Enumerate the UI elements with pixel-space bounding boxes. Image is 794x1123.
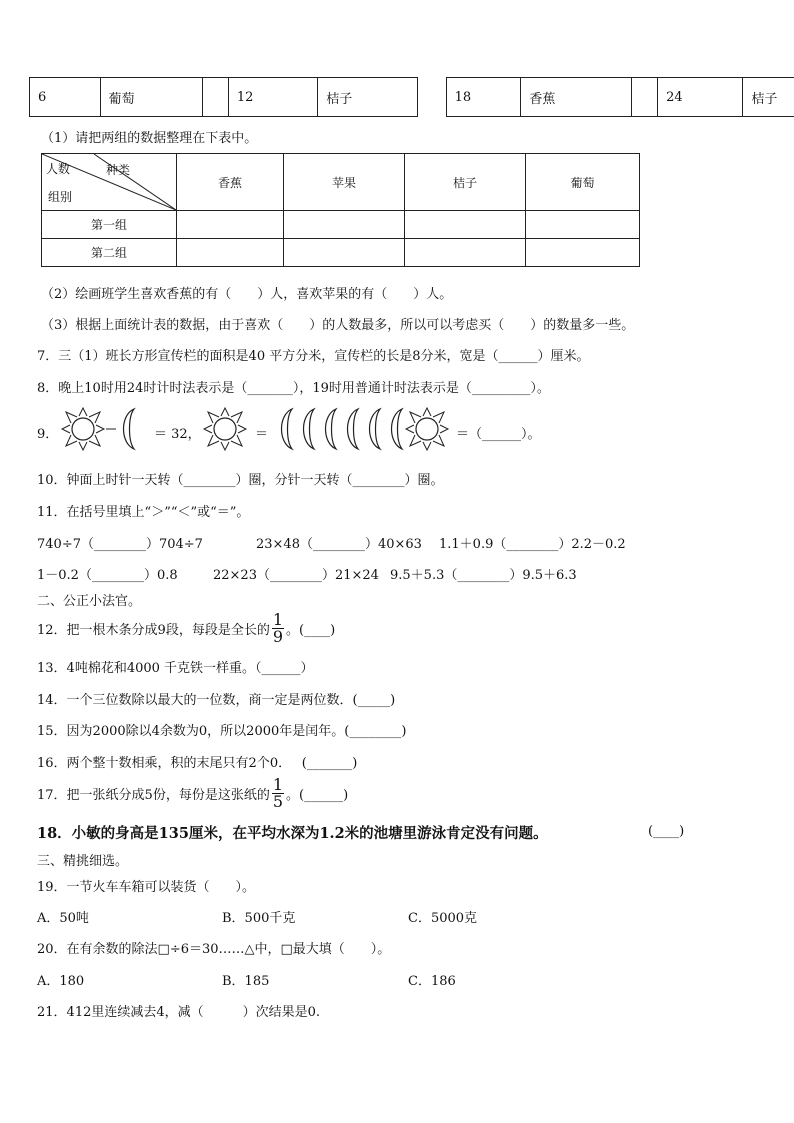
- q11-item-1: 740÷7（________）704÷7: [37, 537, 203, 552]
- question-19: 19．一节火车车箱可以装货（ ）。: [37, 880, 256, 895]
- table-cell-empty: [631, 78, 657, 117]
- q19-option-a[interactable]: A．50吨: [37, 911, 89, 926]
- fraction-numerator: 1: [272, 610, 284, 629]
- question-9-label: 9．: [37, 427, 59, 442]
- answer-cell[interactable]: [526, 211, 640, 239]
- question-17: [37, 777, 348, 810]
- fraction: [272, 612, 284, 645]
- question-13: 13．4吨棉花和4000 千克铁一样重。（______）: [37, 661, 314, 676]
- q20-option-b[interactable]: B．185: [222, 974, 270, 989]
- fruit-data-table: [29, 77, 794, 117]
- corner-label-type: 种类: [106, 163, 131, 177]
- question-11: 11．在括号里填上“＞”“＜”或“＝”。: [37, 505, 250, 520]
- corner-label-group: 组别: [48, 190, 73, 204]
- question-18: 18．小敏的身高是135厘米，在平均水深为1.2米的池塘里游泳肯定没有问题。: [37, 825, 548, 842]
- column-header: 香蕉: [177, 154, 284, 211]
- question-9-result-1: ＝ 32，: [154, 427, 201, 442]
- q11-item-2: 23×48（________）40×63: [256, 537, 422, 552]
- column-header: 葡萄: [526, 154, 640, 211]
- row-header: 第一组: [42, 211, 177, 239]
- row-header: 第二组: [42, 239, 177, 267]
- question-10: 10．钟面上时针一天转（________）圈，分针一天转（________）圈。: [37, 473, 444, 488]
- moon-icon: [326, 409, 337, 449]
- q11-item-4: 1－0.2（________）0.8: [37, 568, 178, 583]
- question-sub3: （3）根据上面统计表的数据，由于喜欢（ ）的人数最多，所以可以考虑买（ ）的数量多一些。: [41, 318, 635, 333]
- question-12-text: 12．把一根木条分成9段，每段是全长的: [37, 623, 270, 638]
- table-cell-number: 24: [658, 78, 743, 117]
- fraction: [272, 777, 284, 810]
- section-3-title: 三、精挑细选。: [37, 854, 129, 869]
- answer-cell[interactable]: [526, 239, 640, 267]
- moon-icon: [304, 409, 315, 449]
- q11-item-3: 1.1＋0.9（________）2.2－0.2: [439, 537, 626, 552]
- fraction-denominator: 5: [272, 792, 284, 811]
- table-cell-empty: [202, 78, 228, 117]
- table-cell-fruit: 桔子: [743, 78, 794, 117]
- answer-cell[interactable]: [405, 239, 526, 267]
- table-cell-number: 12: [228, 78, 317, 117]
- sun-icon: [406, 408, 448, 450]
- fraction-numerator: 1: [272, 775, 284, 794]
- question-17-text: 17．把一张纸分成5份，每份是这张纸的: [37, 788, 270, 803]
- table-cell-fruit: 葡萄: [100, 78, 202, 117]
- sun-icon: [62, 408, 104, 450]
- column-header: 桔子: [405, 154, 526, 211]
- sun-icon: [204, 408, 246, 450]
- moon-icon: [124, 409, 135, 449]
- moon-icon: [348, 409, 359, 449]
- diagonal-header-cell: [42, 154, 177, 211]
- question-12: [37, 612, 335, 645]
- q19-option-c[interactable]: C．5000克: [408, 911, 478, 926]
- question-20: 20．在有余数的除法□÷6＝30……△中，□最大填（ ）。: [37, 942, 391, 957]
- table-cell-fruit: 桔子: [318, 78, 418, 117]
- q20-option-c[interactable]: C．186: [408, 974, 456, 989]
- q11-item-6: 9.5＋5.3（________）9.5＋6.3: [390, 568, 577, 583]
- table-cell-number: 6: [30, 78, 101, 117]
- question-16: 16．两个整十数相乘，积的末尾只有2个0． (_______): [37, 756, 358, 771]
- question-18-blank: (____): [648, 824, 685, 839]
- moon-icon: [370, 409, 381, 449]
- q11-item-5: 22×23（________）21×24: [213, 568, 379, 583]
- moon-icon: [392, 409, 403, 449]
- answer-cell[interactable]: [405, 211, 526, 239]
- question-14: 14．一个三位数除以最大的一位数，商一定是两位数．(_____): [37, 693, 396, 708]
- q20-option-a[interactable]: A．180: [37, 974, 85, 989]
- answer-cell[interactable]: [284, 239, 405, 267]
- table-cell-number: 18: [446, 78, 521, 117]
- table-cell-fruit: 香蕉: [521, 78, 631, 117]
- question-21: 21．412里连续减去4，减（ ）次结果是0.: [37, 1005, 321, 1020]
- section-2-title: 二、公正小法官。: [37, 594, 142, 609]
- question-7: 7．三（1）班长方形宣传栏的面积是40 平方分米，宣传栏的长是8分米，宽是（______）厘米。: [37, 349, 590, 364]
- question-8: 8．晚上10时用24时计时法表示是（_______），19时用普通计时法表示是（_________）。: [37, 381, 550, 396]
- question-sub2: （2）绘画班学生喜欢香蕉的有（ ）人，喜欢苹果的有（ ）人。: [41, 287, 453, 302]
- question-9-equals: ＝: [255, 427, 269, 442]
- corner-label-count: 人数: [46, 162, 71, 176]
- question-sub1: （1）请把两组的数据整理在下表中。: [41, 131, 258, 146]
- question-17-blank: 。(______): [286, 788, 349, 803]
- answer-cell[interactable]: [177, 211, 284, 239]
- question-9-answer: ＝（______）。: [456, 427, 541, 442]
- answer-cell[interactable]: [284, 211, 405, 239]
- moon-icon: [282, 409, 293, 449]
- fraction-denominator: 9: [272, 627, 284, 646]
- statistics-table: [41, 153, 640, 267]
- question-12-blank: 。(____): [286, 623, 336, 638]
- q19-option-b[interactable]: B．500千克: [222, 911, 296, 926]
- table-gap: [418, 78, 446, 117]
- question-15: 15．因为2000除以4余数为0，所以2000年是闰年。(________): [37, 724, 407, 739]
- answer-cell[interactable]: [177, 239, 284, 267]
- column-header: 苹果: [284, 154, 405, 211]
